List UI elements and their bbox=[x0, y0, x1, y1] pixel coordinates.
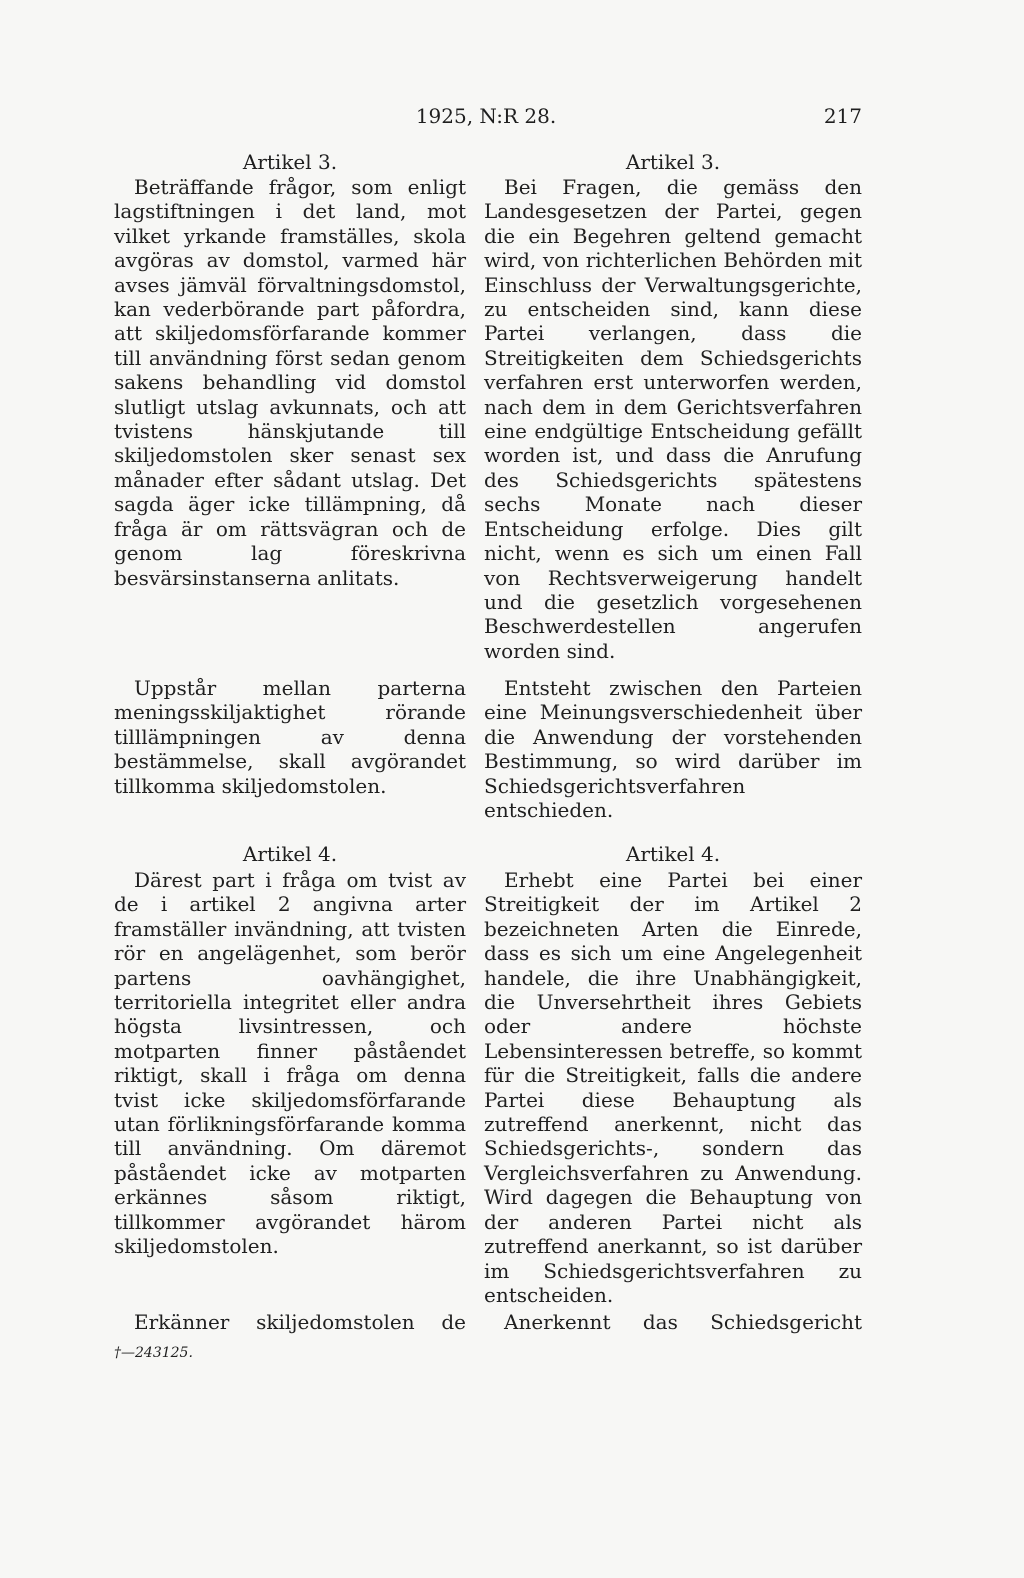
print-signature: †—243125. bbox=[114, 1345, 193, 1361]
left-art3-p2-text: Uppstår mellan parterna meningsskiljaktighet rörande tilllämpningen av denna bestämmelse, skall avgörandet tillkomma skiljedomstolen. bbox=[114, 676, 466, 798]
left-article-3-heading: Artikel 3. bbox=[242, 150, 338, 174]
page-header bbox=[110, 104, 862, 134]
right-article-4-heading: Artikel 4. bbox=[625, 842, 721, 866]
left-article-3-paragraph-2 bbox=[114, 676, 466, 798]
running-title: 1925, N:R 28. bbox=[415, 104, 557, 128]
left-continuation: Erkänner skiljedomstolen de bbox=[134, 1310, 466, 1334]
left-article-4-paragraph-1 bbox=[114, 868, 466, 1259]
right-article-3-paragraph-1 bbox=[484, 175, 862, 663]
right-article-3-paragraph-2 bbox=[484, 676, 862, 822]
right-continuation: Anerkennt das Schiedsgericht bbox=[504, 1310, 862, 1334]
page-number: 217 bbox=[823, 104, 862, 128]
left-article-3-paragraph-1 bbox=[114, 175, 466, 590]
right-art4-p1-text: Erhebt eine Partei bei einer Streitigkeit der im Artikel 2 bezeichneten Arten die Einrede, dass es sich um eine Angelegenheit handele, die ihre Unabhängigkeit, die Unversehrtheit ihres Gebiets oder andere höchste Lebensinteressen betreffe, so kommt für die Streitigkeit, falls die andere Partei diese Behauptung als zutreffend anerkennt, nicht das Schiedsgerichts-, sondern das Vergleichsverfahren zu Anwendung. Wird dagegen die Behauptung von der anderen Partei nicht als zutreffend anerkannt, so ist darüber im Schiedsgerichtsverfahren zu entscheiden. bbox=[484, 868, 862, 1307]
left-art4-p1-text: Därest part i fråga om tvist av de i artikel 2 angivna arter framställer invändning, att tvisten rör en angelägenhet, som berör partens oavhängighet, territoriella integritet eller andra högsta livsintressen, och motparten finner påståendet riktigt, skall i fråga om denna tvist icke skiljedomsförfarande utan förlikningsförfarande komma till användning. Om däremot påståendet icke av motparten erkännes såsom riktigt, tillkommer avgörandet härom skiljedomstolen. bbox=[114, 868, 466, 1259]
left-article-4-heading: Artikel 4. bbox=[242, 842, 338, 866]
left-art3-p1-text: Beträffande frågor, som enligt lagstiftningen i det land, mot vilket yrkande framställes, skola avgöras av domstol, varmed här avses jämväl förvaltningsdomstol, kan vederbörande part påfordra, att skiljedomsförfarande kommer till användning först sedan genom sakens behandling vid domstol slutligt utslag avkunnats, och att tvistens hänskjutande till skiljedomstolen sker senast sex månader efter sådant utslag. Det sagda äger icke tillämpning, då fråga är om rättsvägran och de genom lag föreskrivna besvärsinstanserna anlitats. bbox=[114, 175, 466, 590]
right-art3-p1-text: Bei Fragen, die gemäss den Landesgesetzen der Partei, gegen die ein Begehren geltend gemacht wird, von richterlichen Behörden mit Einschluss der Verwaltungsgerichte, zu entscheiden sind, kann diese Partei verlangen, dass die Streitigkeiten dem Schiedsgerichts verfahren erst unterworfen werden, nach dem in dem Gerichtsverfahren eine endgültige Entscheidung gefällt worden ist, und dass die Anrufung des Schiedsgerichts spätestens sechs Monate nach dieser Entscheidung erfolge. Dies gilt nicht, wenn es sich um einen Fall von Rechtsverweigerung handelt und die gesetzlich vorgesehenen Beschwerdestellen angerufen worden sind. bbox=[484, 175, 862, 663]
right-art3-p2-text: Entsteht zwischen den Parteien eine Meinungsverschiedenheit über die Anwendung der vorstehenden Bestimmung, so wird darüber im Schiedsgerichtsverfahren entschieden. bbox=[484, 676, 862, 823]
right-article-4-paragraph-1 bbox=[484, 868, 862, 1307]
right-article-3-heading: Artikel 3. bbox=[625, 150, 721, 174]
